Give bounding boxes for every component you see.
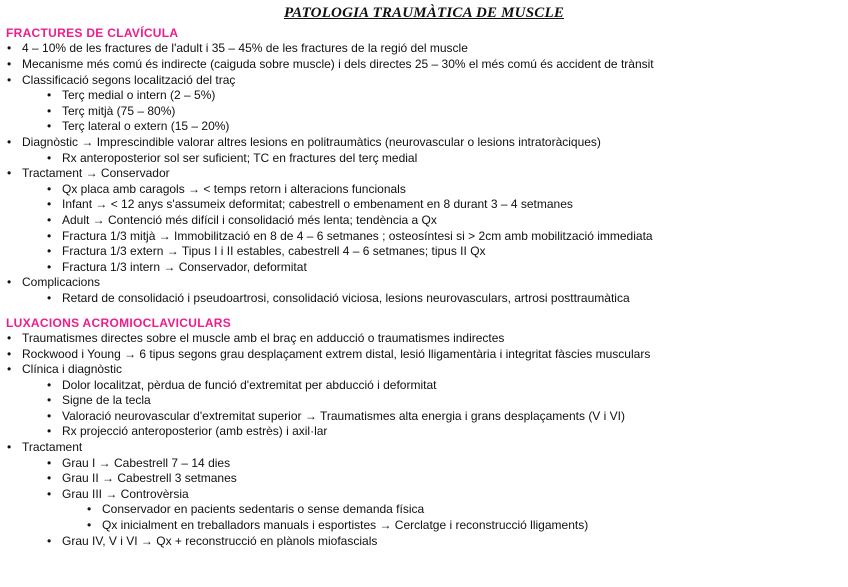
list-item: • Classificació segons localització del traç xyxy=(6,73,842,89)
list-item: • Terç lateral o extern (15 – 20%) xyxy=(6,119,842,135)
list-item: • Fractura 1/3 intern → Conservador, deformitat xyxy=(6,260,842,276)
list-item: • Terç mitjà (75 – 80%) xyxy=(6,104,842,120)
list-item: • Grau III → Controvèrsia xyxy=(6,487,842,503)
document-title: PATOLOGIA TRAUMÀTICA DE MUSCLE xyxy=(283,5,565,21)
list-item: • Fractura 1/3 mitjà → Immobilització en 8 de 4 – 6 setmanes ; osteosíntesi si > 2cm amb mobilització immediata xyxy=(6,229,842,245)
list-item: • Diagnòstic → Imprescindible valorar altres lesions en politraumàtics (neurovascular o lesions intratoràciques) xyxy=(6,135,842,151)
section-heading: LUXACIONS ACROMIOCLAVICULARS xyxy=(6,315,232,330)
list-item: • Valoració neurovascular d'extremitat superior → Traumatismes alta energia i grans desplaçaments (V i VI) xyxy=(6,409,842,425)
list-item: • Clínica i diagnòstic xyxy=(6,362,842,378)
section-heading: FRACTURES DE CLAVÍCULA xyxy=(6,26,179,40)
list-item: • Grau IV, V i VI → Qx + reconstrucció en plànols miofascials xyxy=(6,534,842,550)
list-item: • Signe de la tecla xyxy=(6,393,842,409)
list-item: • Traumatismes directes sobre el muscle amb el braç en adducció o traumatismes indirectes xyxy=(6,331,842,347)
list-item: • Adult → Contenció més difícil i consolidació més lenta; tendència a Qx xyxy=(6,213,842,229)
list-item: • Rockwood i Young → 6 tipus segons grau desplaçament extrem distal, lesió lligamentària i integritat fàscies musculars xyxy=(6,347,842,363)
bullet-list xyxy=(6,331,842,549)
list-item: • Conservador en pacients sedentaris o sense demanda física xyxy=(6,502,842,518)
list-item: • Mecanisme més comú és indirecte (caiguda sobre muscle) i dels directes 25 – 30% el més comú és accident de trànsit xyxy=(6,57,842,73)
list-item: • Grau II → Cabestrell 3 setmanes xyxy=(6,471,842,487)
list-item: • Tractament xyxy=(6,440,842,456)
list-item: • Qx placa amb caragols → < temps retorn i alteracions funcionals xyxy=(6,182,842,198)
list-item: • Rx projecció anteroposterior (amb estrès) i axil·lar xyxy=(6,424,842,440)
list-item: • Infant → < 12 anys s'assumeix deformitat; cabestrell o embenament en 8 durant 3 – 4 setmanes xyxy=(6,197,842,213)
list-item: • Qx inicialment en treballadors manuals i esportistes → Cerclatge i reconstrucció lligaments) xyxy=(6,518,842,534)
list-item: • 4 – 10% de les fractures de l'adult i 35 – 45% de les fractures de la regió del muscle xyxy=(6,41,842,57)
list-item: • Rx anteroposterior sol ser suficient; TC en fractures del terç medial xyxy=(6,151,842,167)
list-item: • Terç medial o intern (2 – 5%) xyxy=(6,88,842,104)
list-item: • Fractura 1/3 extern → Tipus I i II estables, cabestrell 4 – 6 setmanes; tipus II Qx xyxy=(6,244,842,260)
list-item: • Grau I → Cabestrell 7 – 14 dies xyxy=(6,456,842,472)
section-luxacions-acromioclaviculars xyxy=(6,316,842,550)
list-item: • Dolor localitzat, pèrdua de funció d'extremitat per abducció i deformitat xyxy=(6,378,842,394)
section-fractures-clavicula xyxy=(6,26,842,307)
list-item: • Complicacions xyxy=(6,275,842,291)
bullet-list xyxy=(6,41,842,306)
list-item: • Tractament → Conservador xyxy=(6,166,842,182)
list-item: • Retard de consolidació i pseudoartrosi, consolidació viciosa, lesions neurovasculars, artrosi posttraumàtica xyxy=(6,291,842,307)
